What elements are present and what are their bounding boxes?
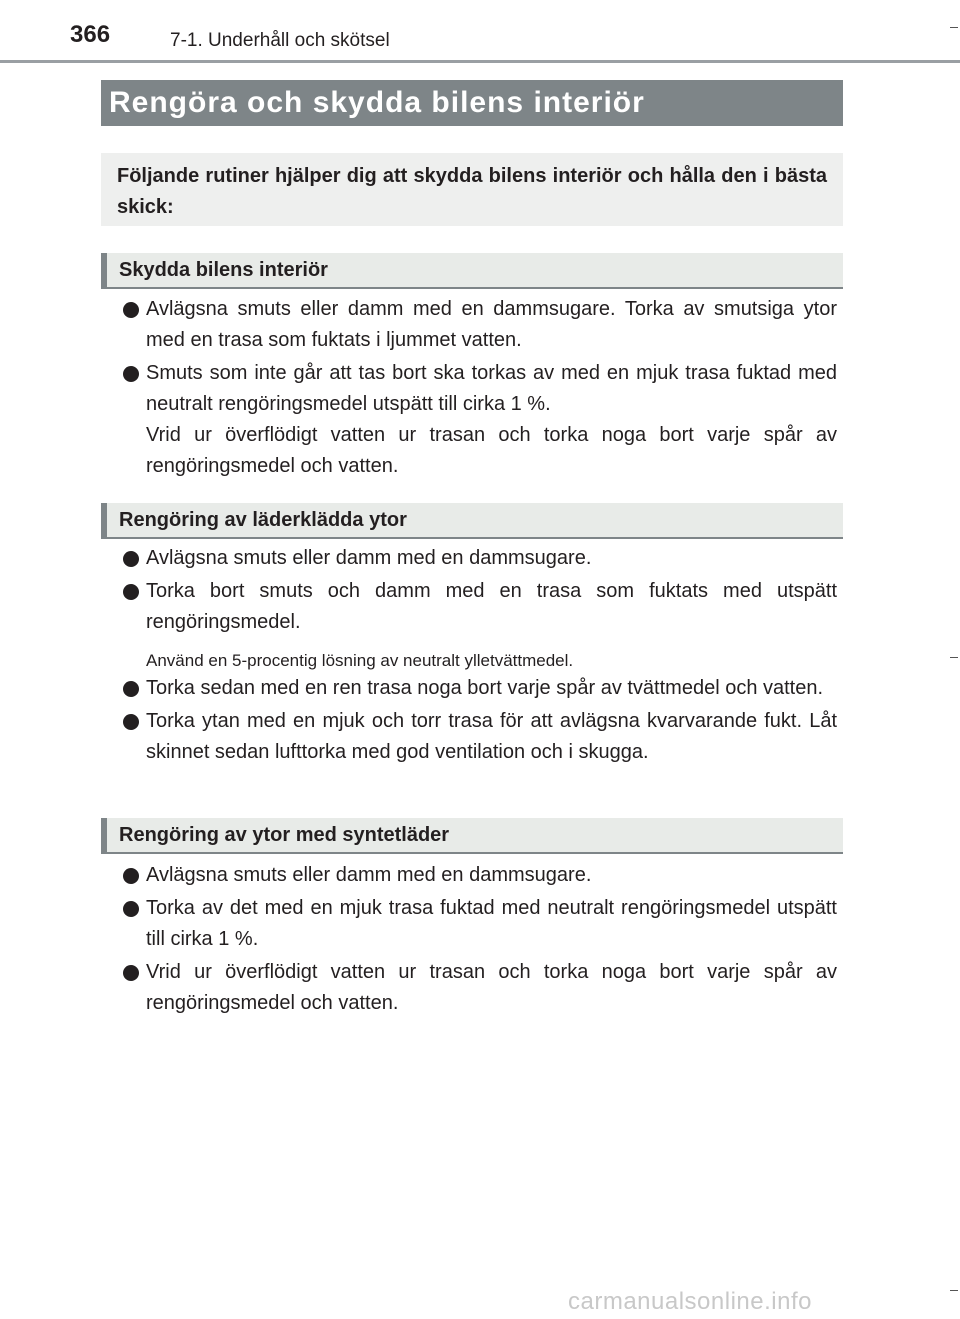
list-item [123,358,837,482]
list-item-text: Torka sedan med en ren trasa noga bort varje spår av tvättmedel och vatten. [146,677,824,699]
bullet-dot-icon [123,302,139,318]
intro-box [101,153,843,226]
bullet-list-leather-cont [123,673,837,770]
subheading-text: Rengöring av ytor med syntetläder [119,824,450,846]
list-item-text: Torka av det med en mjuk trasa fuktad med neutralt rengöringsmedel utspätt till cirka 1 %. [146,897,837,950]
list-item-text: Avlägsna smuts eller damm med en dammsugare. [146,864,592,886]
list-item [123,706,837,768]
header-rule [0,60,960,63]
subheading-leather [101,503,843,539]
list-item-text: Torka bort smuts och damm med en trasa som fuktats med utspätt rengöringsmedel. [146,580,837,633]
page-header [0,0,960,64]
bullet-list-protect-interior [123,294,837,484]
page-number: 366 [70,21,111,48]
list-item [123,673,837,704]
title-bar [101,80,843,126]
page-title: Rengöra och skydda bilens interiör [109,86,645,119]
bullet-list-synthetic-leather [123,860,837,1021]
list-item-text: Vrid ur överflödigt vatten ur trasan och torka noga bort varje spår av rengöringsmedel och vatten. [146,961,837,1014]
crop-mark-bottom-right [950,1290,958,1291]
crop-mark-mid-right [950,657,958,658]
intro-text: Följande rutiner hjälper dig att skydda bilens interiör och hålla den i bästa skick: [117,165,827,218]
bullet-dot-icon [123,551,139,567]
list-item-extra-text: Vrid ur överflödigt vatten ur trasan och torka noga bort varje spår av rengöringsmedel och vatten. [146,424,837,477]
watermark-text: carmanualsonline.info [568,1288,812,1315]
bullet-dot-icon [123,681,139,697]
list-item-text: Avlägsna smuts eller damm med en dammsugare. Torka av smutsiga ytor med en trasa som fuktats i ljummet vatten. [146,298,837,351]
list-item [123,543,837,574]
usage-note: Använd en 5-procentig lösning av neutralt ylletvättmedel. [146,651,574,670]
list-item-text: Torka ytan med en mjuk och torr trasa för att avlägsna kvarvarande fukt. Låt skinnet sedan lufttorka med god ventilation och i skugga. [146,710,837,763]
list-item [123,957,837,1019]
subheading-synthetic-leather [101,818,843,854]
section-label: 7-1. Underhåll och skötsel [170,30,390,51]
bullet-dot-icon [123,868,139,884]
bullet-dot-icon [123,901,139,917]
bullet-dot-icon [123,714,139,730]
list-item [123,860,837,891]
subheading-text: Rengöring av läderklädda ytor [119,509,407,531]
list-item-text: Avlägsna smuts eller damm med en dammsugare. [146,547,592,569]
list-item-text: Smuts som inte går att tas bort ska torkas av med en mjuk trasa fuktad med neutralt rengöringsmedel utspätt till cirka 1 %. [146,362,837,415]
crop-mark-top-right [950,27,958,28]
subheading-text: Skydda bilens interiör [119,259,328,281]
list-item [123,576,837,638]
bullet-dot-icon [123,366,139,382]
list-item [123,893,837,955]
bullet-dot-icon [123,584,139,600]
bullet-dot-icon [123,965,139,981]
subheading-protect-interior [101,253,843,289]
list-item [123,294,837,356]
bullet-list-leather [123,543,837,640]
